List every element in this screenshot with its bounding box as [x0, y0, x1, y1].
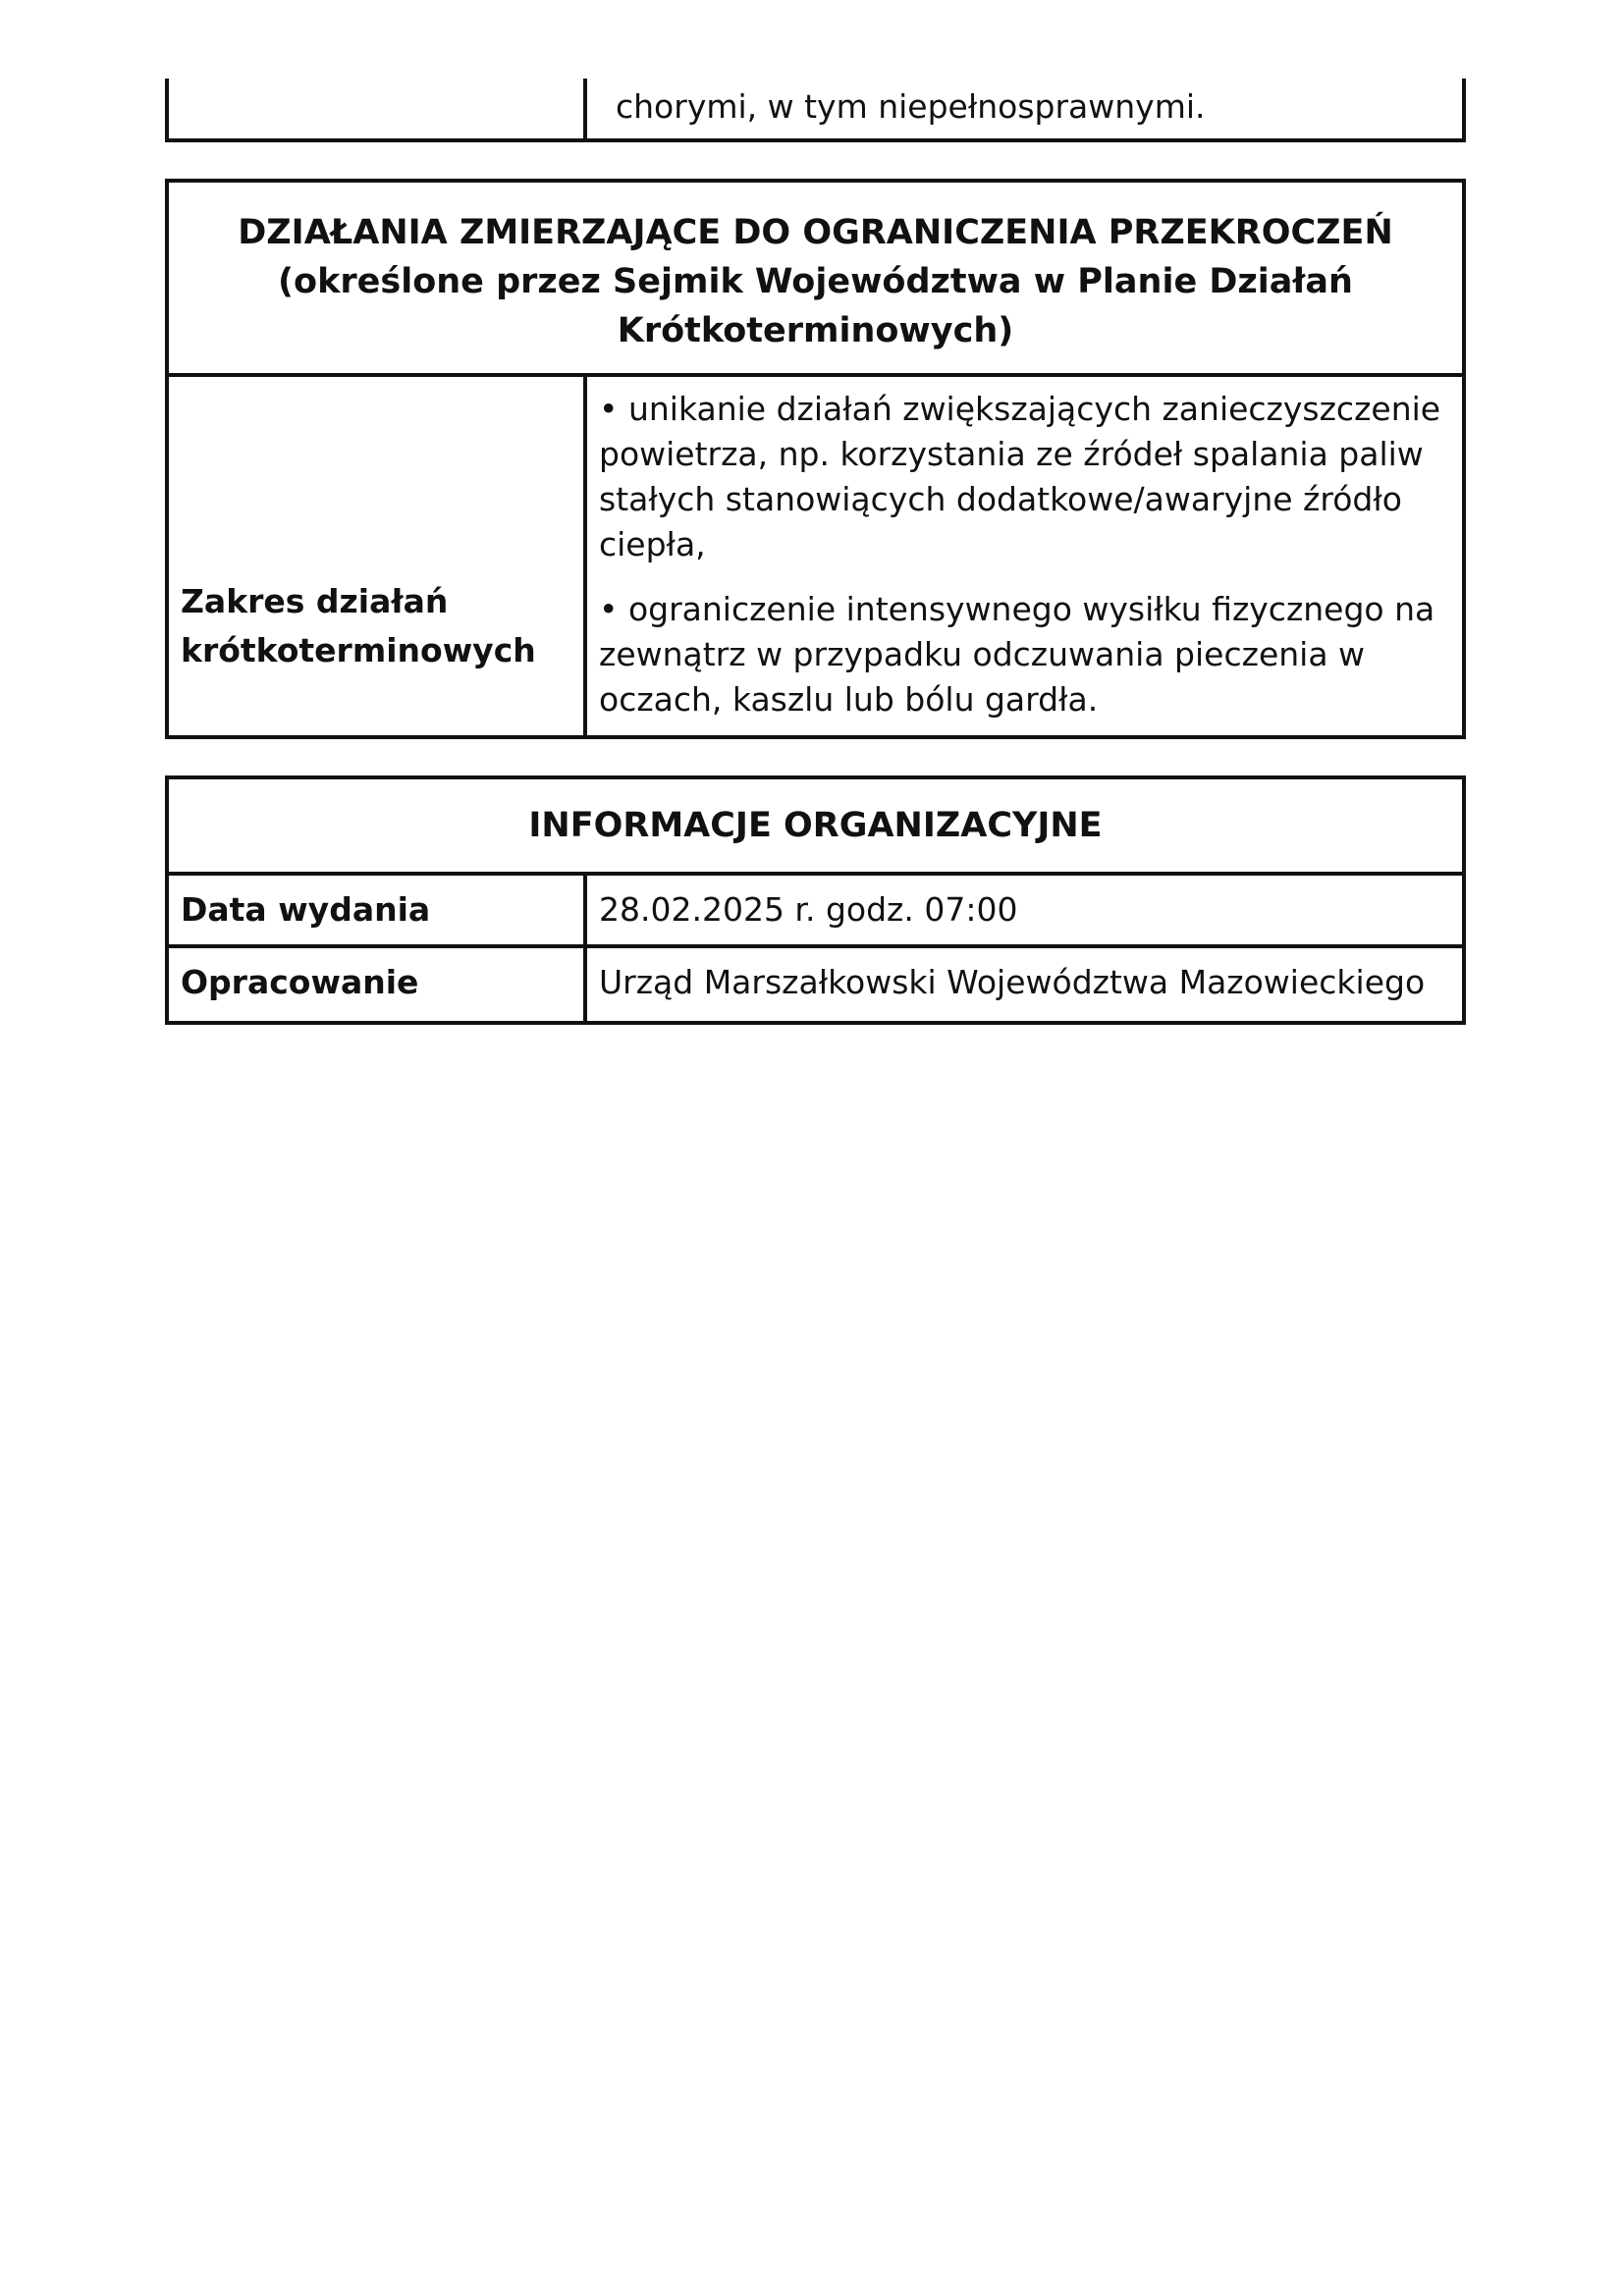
header-divider [169, 872, 1462, 876]
actions-table [165, 179, 1466, 739]
scope-label-line-2: krótkoterminowych [181, 631, 536, 669]
action-bullet-2: • ograniczenie intensywnego wysiłku fizycznego na zewnątrz w przypadku odczuwania pieczenia w oczach, kaszlu lub bólu gardła. [599, 590, 1435, 719]
column-divider [583, 872, 587, 1021]
actions-header-line-2: (określone przez Sejmik Województwa w Planie Działań [278, 262, 1353, 301]
actions-table-header [169, 208, 1462, 355]
row-divider [169, 944, 1462, 948]
column-divider [583, 79, 587, 138]
scope-actions-list [599, 387, 1448, 722]
prepared-by-label: Opracowanie [181, 963, 419, 1001]
prepared-by-value: Urząd Marszałkowski Województwa Mazowieckiego [599, 963, 1426, 1001]
issue-date-label: Data wydania [181, 890, 431, 929]
action-bullet-1: • unikanie działań zwiększających zanieczyszczenie powietrza, np. korzystania ze źródeł spalania paliw stałych stanowiących dodatkowe/awaryjne źródło ciepła, [599, 390, 1441, 563]
scope-label [181, 577, 573, 675]
header-divider [169, 373, 1462, 377]
organizational-info-table [165, 775, 1466, 1025]
scope-label-line-1: Zakres działań [181, 582, 449, 620]
actions-header-line-1: DZIAŁANIA ZMIERZAJĄCE DO OGRANICZENIA PRZEKROCZEŃ [238, 213, 1393, 252]
issue-date-value: 28.02.2025 r. godz. 07:00 [599, 890, 1018, 929]
continued-cell-text: chorymi, w tym niepełnosprawnymi. [616, 87, 1206, 126]
continued-table-fragment [165, 79, 1466, 142]
org-table-header: INFORMACJE ORGANIZACYJNE [528, 806, 1103, 845]
column-divider [583, 373, 587, 735]
actions-header-line-3: Krótkoterminowych) [617, 311, 1014, 350]
